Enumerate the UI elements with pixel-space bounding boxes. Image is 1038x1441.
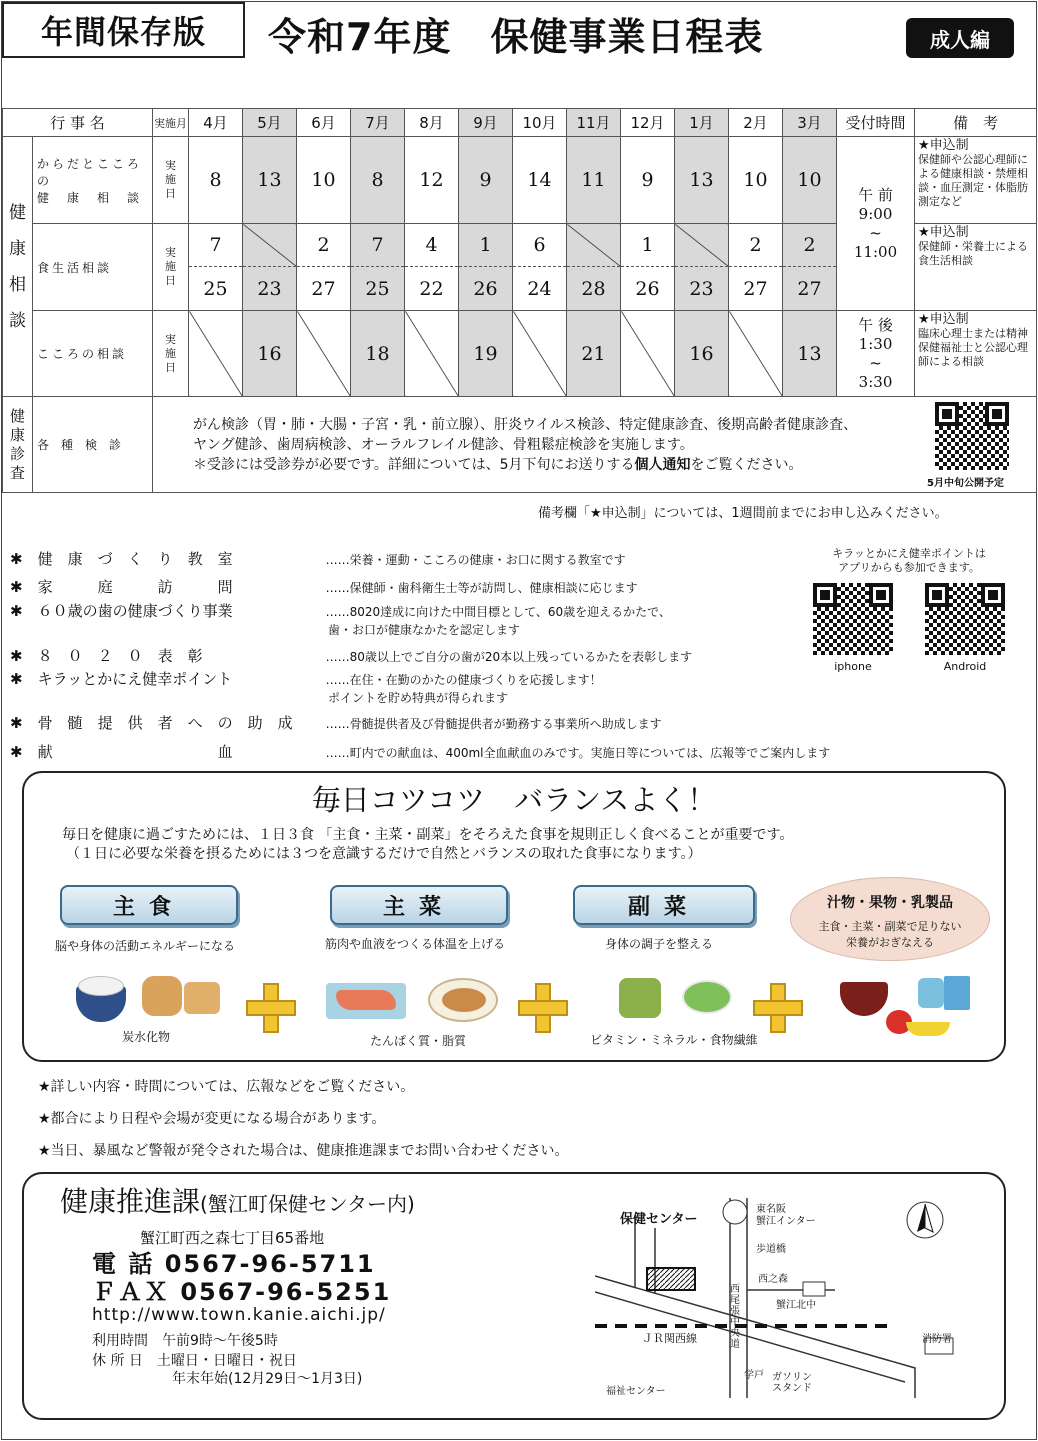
map-label-health-center: 保健センター [620,1212,698,1227]
day-cell-none [513,311,567,397]
opening-hours: 利用時間 午前9時～午後5時 [92,1333,278,1349]
reception-time-am: 午 前 9:00 ~ 11:00 [837,137,915,311]
day-cell: 16 [675,311,729,397]
kenshin-item: 各種検診 [33,397,153,493]
program-item: ✱ ８ ０ ２ ０ 表 彰 ……80歳以上でご自分の歯が20本以上残っているかたを表彰します [10,647,693,665]
day-cell-none [567,224,621,267]
reception-time-pm: 午 後 1:30 ~ 3:30 [837,311,915,397]
map-label-nishinomori: 西之森 [758,1274,788,1285]
day-cell: 25 [351,267,405,311]
map-label-ic: 東名阪 蟹江インター [756,1204,816,1227]
plus-icon [753,983,799,1029]
table-row [3,137,1037,224]
day-cell: 1 [621,224,675,267]
shusai-label: 主菜 [330,885,508,925]
iphone-qr-code-icon[interactable] [813,583,893,655]
remark-karada: ★申込制 保健師や公認心理師による健康相談・禁煙相談・血圧測定・体脂肪測定など [915,137,1037,224]
impl-day-label: 実施日 [153,224,189,311]
day-cell-none [297,311,351,397]
day-cell: 2 [783,224,837,267]
day-cell: 21 [567,311,621,397]
day-cell: 26 [459,267,513,311]
plus-icon [246,983,292,1029]
iphone-label: iphone [834,660,872,673]
phone-number[interactable]: 電 話 0567-96-5711 [92,1250,376,1278]
milk-carton-icon [944,976,970,1010]
shoku-soudan-name: 食生活相談 [33,224,153,311]
day-cell: 22 [405,267,459,311]
table-header-row [3,109,1037,137]
impl-day-label: 実施日 [153,137,189,224]
day-cell-none [675,224,729,267]
annual-edition-badge: 年間保存版 [2,2,245,58]
day-cell-none [243,224,297,267]
kokoro-soudan-name: こころの相談 [33,311,153,397]
header-impl-month: 実施月 [153,109,189,137]
program-item: ✱ キラッとかにえ健幸ポイント ……在住・在勤のかたの健康づくりを応援します！ [10,670,602,688]
shusai-caption: たんぱく質・脂質 [370,1034,467,1048]
day-cell: 9 [459,137,513,224]
shushoku-desc: 脳や身体の活動エネルギーになる [55,939,236,953]
map-label-road: 西尾張中央道 [730,1284,740,1350]
kenshin-description: がん検診（胃・肺・大腸・子宮・乳・前立腺）、肝炎ウイルス検診、特定健康診査、後期高齢者健康診査、 ヤング健診、歯周病検診、オーラルフレイル健診、骨粗鬆症検診を実施します。 ＊受診には受診券が必要です。詳細については、5月下旬にお送りする個人通知をご覧ください。 [153,397,1037,493]
vegetable-dish-icon [619,978,661,1018]
program-item: ✱ 骨 髄 提 供 者 へ の 助 成 ……骨髄提供者及び骨髄提供者が勤務する事業所へ助成します [10,714,662,732]
map-label-bridge: 歩道橋 [756,1244,786,1255]
schedule-table [2,108,1037,493]
health-center-building [647,1268,695,1290]
header-month: 9月 [459,109,513,137]
header-remarks: 備 考 [915,109,1037,137]
day-cell: 23 [243,267,297,311]
program-item: ✱ 献 血 ……町内での献血は、400ml全血献血のみです。実施日等については、広報等でご案内します [10,743,831,761]
rice-icon [78,976,124,996]
website-link[interactable]: http://www.town.kanie.aichi.jp/ [92,1305,386,1325]
day-cell-none [729,311,783,397]
cup-icon [918,978,944,1008]
android-qr-code-icon[interactable] [925,583,1005,655]
day-cell-none [621,311,675,397]
adult-edition-badge: 成人編 [906,18,1014,58]
day-cell: 2 [729,224,783,267]
header-month: 7月 [351,109,405,137]
map-label-welfare: 福祉センター [606,1386,666,1397]
remark-shoku: ★申込制 保健師・栄養士による食生活相談 [915,224,1037,311]
fukusai-caption: ビタミン・ミネラル・食物繊維 [590,1033,758,1047]
header-month: 5月 [243,109,297,137]
fukusai-label: 副菜 [573,885,755,925]
day-cell: 16 [243,311,297,397]
day-cell: 12 [405,137,459,224]
plus-icon [518,983,564,1029]
map-label-gakudo: 学戸 [744,1370,764,1381]
karada-soudan-name: からだとこころの 健 康 相 談 [33,137,153,224]
program-item-cont: ポイントを貯め特典が得られます [328,691,509,705]
header-month: 8月 [405,109,459,137]
day-cell: 1 [459,224,513,267]
day-cell: 4 [405,224,459,267]
day-cell: 10 [297,137,351,224]
day-cell-none [405,311,459,397]
day-cell: 10 [783,137,837,224]
program-item-cont: 歯・お口が健康なかたを認定します [328,623,521,637]
day-cell: 25 [189,267,243,311]
day-cell: 26 [621,267,675,311]
day-cell: 24 [513,267,567,311]
shushoku-caption: 炭水化物 [122,1030,171,1044]
program-item: ✱ 健 康 づ く り 教 室 ……栄養・運動・こころの健康・お口に関する教室です [10,550,626,568]
other-foods-oval: 汁物・果物・乳製品 主食・主菜・副菜で足りない 栄養がおぎなえる [790,877,990,961]
shusai-desc: 筋肉や血液をつくる体温を上げる [325,937,506,951]
kenshin-qr-code-icon[interactable] [935,402,1009,470]
notice-item: ★詳しい内容・時間については、広報などをご覧ください。 [38,1079,415,1095]
salad-icon [682,980,732,1014]
header-month: 2月 [729,109,783,137]
header-event: 行 事 名 [3,109,153,137]
page-title: 令和7年度 保健事業日程表 [268,15,764,59]
day-cell: 9 [621,137,675,224]
header-month: 3月 [783,109,837,137]
day-cell: 6 [513,224,567,267]
table-row [3,397,1037,493]
toast-icon [184,982,220,1014]
day-cell: 7 [351,224,405,267]
application-note: 備考欄「★申込制」については、1週間前までにお申し込みください。 [538,506,948,521]
header-month: 11月 [567,109,621,137]
day-cell: 14 [513,137,567,224]
balance-title: 毎日コツコツ バランスよく！ [311,783,717,817]
notice-item: ★当日、暴風など警報が発令された場合は、健康推進課までお問い合わせください。 [38,1143,569,1159]
app-note: キラッとかにえ健幸ポイントは アプリからも参加できます。 [832,547,986,574]
notice-item: ★都合により日程や会場が変更になる場合があります。 [38,1111,386,1127]
map-label-rail: ＪＲ関西線 [642,1332,697,1345]
table-row [3,311,1037,397]
day-cell: 23 [675,267,729,311]
day-cell: 13 [675,137,729,224]
day-cell: 28 [567,267,621,311]
program-item: ✱ ６０歳の歯の健康づくり事業 ……8020達成に向けた中間目標として、60歳を迎えるかたで、 [10,602,671,620]
day-cell-none [189,311,243,397]
water-tower-icon [723,1200,747,1224]
day-cell: 27 [297,267,351,311]
fax-number: ＦＡＸ 0567-96-5251 [92,1278,392,1306]
day-cell: 27 [729,267,783,311]
android-label: Android [943,660,987,673]
kenshin-label: 健康診査 [3,397,33,493]
kenko-soudan-label: 健 康 相 談 [3,137,33,397]
ginger-pork-icon [442,988,486,1012]
header-month: 4月 [189,109,243,137]
bread-icon [142,976,182,1016]
address: 蟹江町西之森七丁目65番地 [140,1229,325,1247]
kenshin-qr-caption: 5月中旬公開予定 [927,478,1004,489]
header-reception: 受付時間 [837,109,915,137]
balance-text-1: 毎日を健康に過ごすためには、１日３食 「主食・主菜・副菜」をそろえた食事を規則正しく食べることが重要です。 [62,827,794,843]
map-label-gas: ガソリン スタンド [772,1372,812,1394]
salmon-icon [336,990,396,1010]
day-cell: 11 [567,137,621,224]
header-month: 1月 [675,109,729,137]
balance-text-2: （１日に必要な栄養を摂るためには３つを意識するだけで自然とバランスの取れた食事になります。） [66,846,702,862]
map-label-fire: 消防署 [922,1334,952,1345]
fukusai-desc: 身体の調子を整える [605,937,714,951]
day-cell: 27 [783,267,837,311]
day-cell: 2 [297,224,351,267]
closed-days-2: 年末年始(12月29日～1月3日) [172,1371,363,1387]
day-cell: 19 [459,311,513,397]
school-building [803,1282,825,1296]
closed-days: 休 所 日 土曜日・日曜日・祝日 [92,1353,297,1369]
day-cell: 10 [729,137,783,224]
header-month: 6月 [297,109,351,137]
day-cell: 13 [783,311,837,397]
header-month: 10月 [513,109,567,137]
day-cell: 7 [189,224,243,267]
day-cell: 18 [351,311,405,397]
program-item: ✱ 家 庭 訪 問 ……保健師・歯科衛生士等が訪問し、健康相談に応じます [10,578,638,596]
map-label-school: 蟹江北中 [776,1300,816,1311]
remark-kokoro: ★申込制 臨床心理士または精神保健福祉士と公認心理師による相談 [915,311,1037,397]
shushoku-label: 主食 [60,885,238,925]
day-cell: 13 [243,137,297,224]
impl-day-label: 実施日 [153,311,189,397]
day-cell: 8 [189,137,243,224]
department-name: 健康推進課(蟹江町保健センター内) [60,1185,415,1218]
day-cell: 8 [351,137,405,224]
header-month: 12月 [621,109,675,137]
